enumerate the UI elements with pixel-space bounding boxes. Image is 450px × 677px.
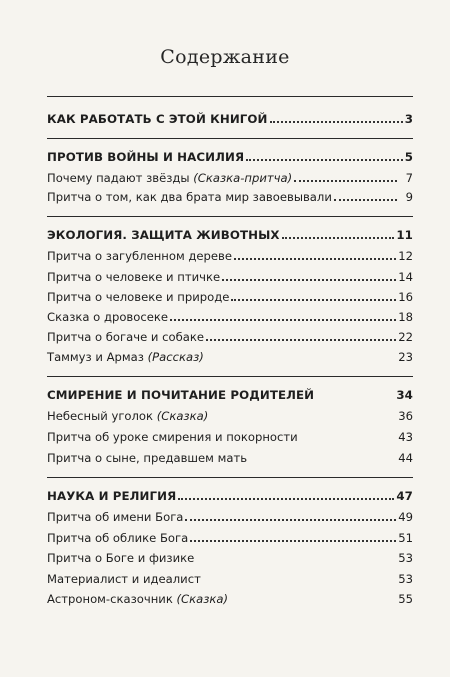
entry-note: (Сказка)	[156, 409, 209, 423]
toc-entry[interactable]	[47, 451, 413, 465]
page-number: 23	[398, 350, 413, 364]
toc-entry[interactable]	[47, 190, 413, 204]
dot-leader	[334, 199, 397, 201]
dot-leader	[170, 319, 396, 321]
toc-entry[interactable]	[47, 510, 413, 524]
dot-leader	[294, 180, 397, 182]
page-number: 55	[398, 592, 413, 606]
dot-leader	[270, 121, 403, 123]
page-number: 11	[396, 228, 413, 242]
toc-section[interactable]	[47, 150, 413, 164]
toc-section[interactable]	[47, 112, 413, 126]
toc-entry[interactable]	[47, 430, 413, 444]
toc-entry[interactable]	[47, 171, 413, 185]
toc-entry[interactable]	[47, 592, 413, 606]
section-title: КАК РАБОТАТЬ С ЭТОЙ КНИГОЙ	[47, 112, 268, 126]
toc-entry[interactable]	[47, 572, 413, 586]
page-number: 3	[404, 112, 413, 126]
toc-section[interactable]	[47, 388, 413, 402]
page-number: 44	[398, 451, 413, 465]
page-number: 36	[398, 409, 413, 423]
toc-entry[interactable]	[47, 330, 413, 344]
section-divider	[47, 376, 413, 377]
dot-leader	[282, 237, 395, 239]
entry-title: Сказка о дровосеке	[47, 310, 168, 324]
page-number: 22	[398, 330, 413, 344]
dot-leader	[185, 519, 396, 521]
entry-note: (Сказка-притча)	[193, 171, 293, 185]
page-number: 47	[396, 489, 413, 503]
dot-leader	[178, 498, 394, 500]
entry-title: Материалист и идеалист	[47, 572, 201, 586]
section-divider	[47, 216, 413, 217]
entry-title: Небесный уголок (Сказка)	[47, 409, 209, 423]
entry-note: (Рассказ)	[147, 350, 204, 364]
entry-title: Притча об имени Бога	[47, 510, 184, 524]
page-number: 12	[398, 249, 413, 263]
dot-leader	[222, 279, 396, 281]
dot-leader	[231, 299, 396, 301]
page-title: Содержание	[160, 46, 290, 68]
page-number: 49	[398, 510, 413, 524]
entry-title: Притча о богаче и собаке	[47, 330, 204, 344]
toc-entry[interactable]	[47, 290, 413, 304]
toc-entry[interactable]	[47, 551, 413, 565]
page-number: 18	[398, 310, 413, 324]
page-number: 9	[405, 190, 413, 204]
dot-leader	[234, 258, 396, 260]
page-number: 51	[398, 531, 413, 545]
page-number: 53	[398, 551, 413, 565]
section-title: СМИРЕНИЕ И ПОЧИТАНИЕ РОДИТЕЛЕЙ	[47, 388, 315, 402]
section-divider	[47, 477, 413, 478]
entry-title: Притча о человеке и природе	[47, 290, 230, 304]
entry-title: Почему падают звёзды (Сказка-притча)	[47, 171, 293, 185]
page-number: 14	[398, 270, 413, 284]
section-title: НАУКА И РЕЛИГИЯ	[47, 489, 177, 503]
entry-title: Притча о сыне, предавшем мать	[47, 451, 248, 465]
section-title: ПРОТИВ ВОЙНЫ И НАСИЛИЯ	[47, 150, 245, 164]
toc-entry[interactable]	[47, 270, 413, 284]
entry-note: (Сказка)	[176, 592, 229, 606]
title-rule	[47, 96, 413, 97]
page-number: 43	[398, 430, 413, 444]
dot-leader	[206, 339, 396, 341]
dot-leader	[246, 159, 403, 161]
entry-title: Астроном-сказочник (Сказка)	[47, 592, 229, 606]
section-divider	[47, 138, 413, 139]
entry-title: Притча о человеке и птичке	[47, 270, 221, 284]
entry-title: Притча о загубленном дереве	[47, 249, 232, 263]
entry-title: Притча о Боге и физике	[47, 551, 195, 565]
entry-title: Притча о том, как два брата мир завоевывали	[47, 190, 332, 204]
entry-title: Притча об уроке смирения и покорности	[47, 430, 298, 444]
toc-section[interactable]	[47, 228, 413, 242]
toc-entry[interactable]	[47, 249, 413, 263]
page-number: 16	[398, 290, 413, 304]
page-number: 53	[398, 572, 413, 586]
page-number: 7	[405, 171, 413, 185]
toc-section[interactable]	[47, 489, 413, 503]
page-number: 34	[396, 388, 413, 402]
dot-leader	[190, 540, 396, 542]
toc-entry[interactable]	[47, 350, 413, 364]
entry-title: Притча об облике Бога	[47, 531, 189, 545]
section-title: ЭКОЛОГИЯ. ЗАЩИТА ЖИВОТНЫХ	[47, 228, 280, 242]
toc-entry[interactable]	[47, 310, 413, 324]
page-number: 5	[404, 150, 413, 164]
entry-title: Таммуз и Армаз (Рассказ)	[47, 350, 204, 364]
toc-entry[interactable]	[47, 409, 413, 423]
toc-entry[interactable]	[47, 531, 413, 545]
